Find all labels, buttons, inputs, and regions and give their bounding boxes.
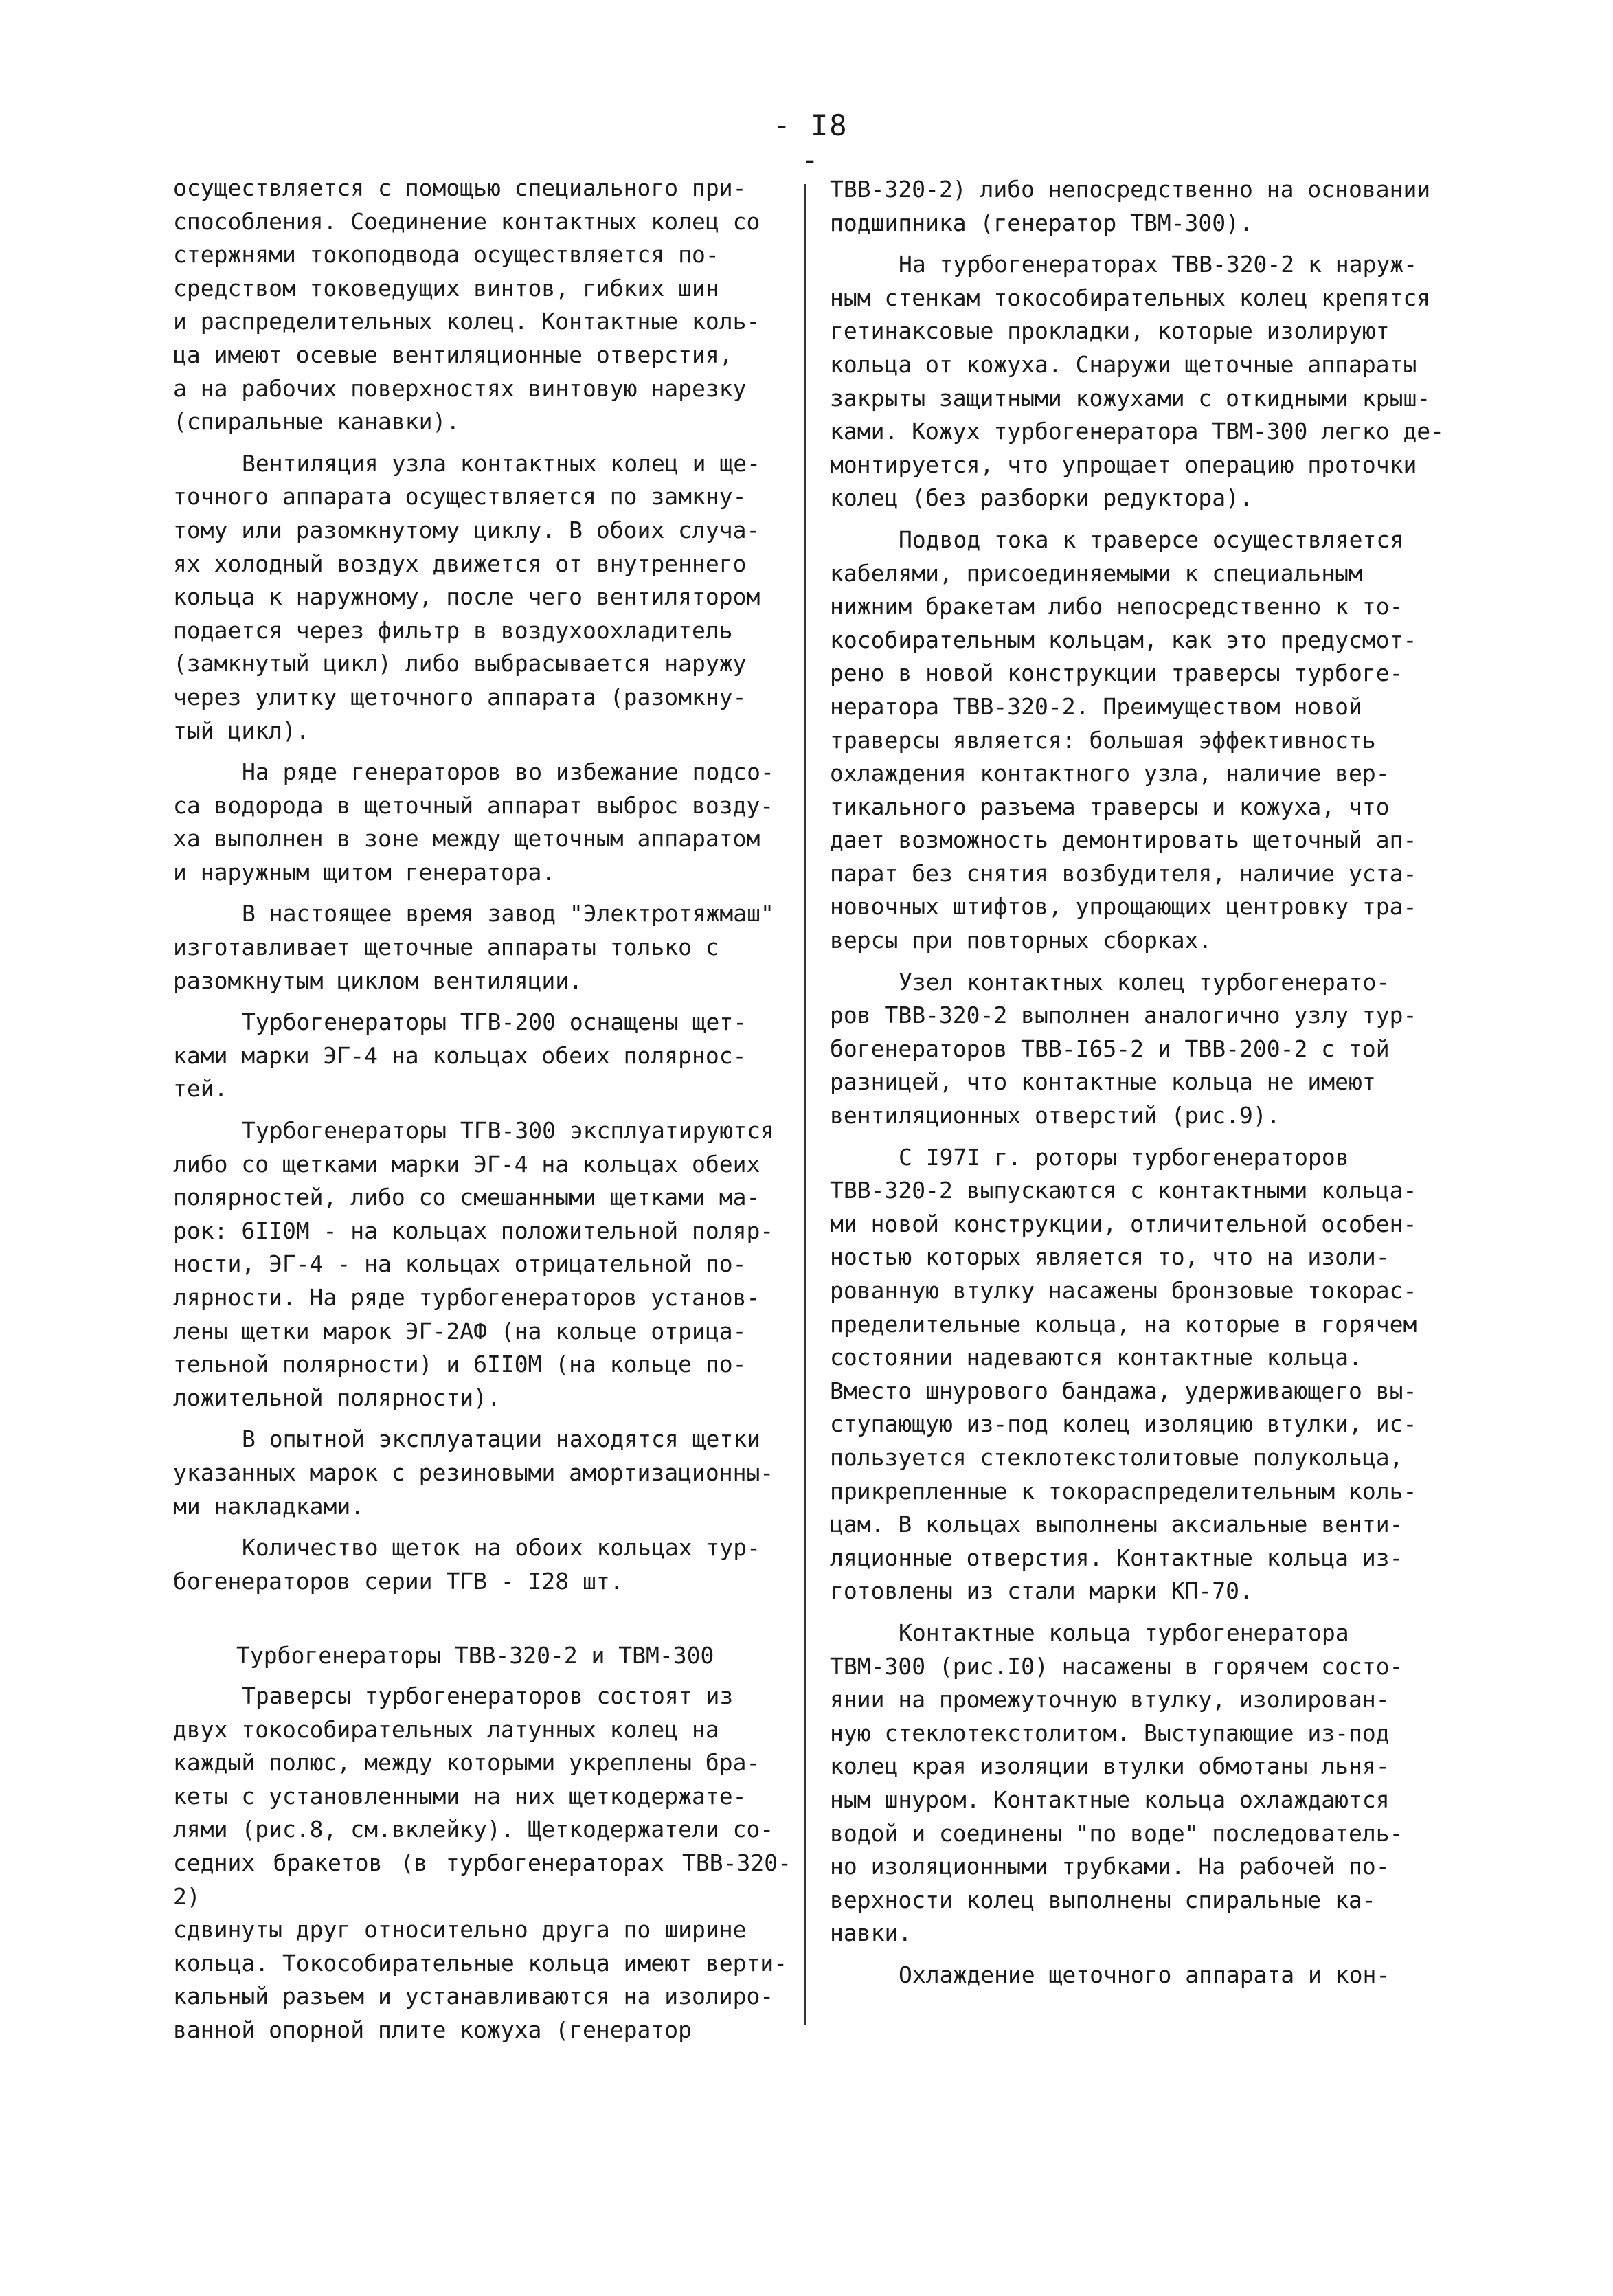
right-paragraph-1: ТВВ-320-2) либо непосредственно на основании подшипника (генератор ТВМ-300). [830, 176, 1431, 236]
page-number: - I8 - [773, 109, 848, 177]
left-paragraph-2: Вентиляция узла контактных колец и ще- точного аппарата осуществляется по замкну- тому или разомкнутому циклу. В обоих случа- ях холодный воздух движется от внутреннего кольца к наружному, после чего вентилятором подается через фильтр в воздухоохладитель (замкнутый цикл) либо выбрасывается наружу через улитку щеточного аппарата (разомкну- тый цикл). [173, 449, 760, 744]
right-paragraph-5: С I97I г. роторы турбогенераторов ТВВ-320-2 выпускаются с контактными кольца- ми новой конструкции, отличительной особен- ностью которых является то, что на изоли- рованную втулку насажены бронзовые токорас- пределительные кольца, на которые в горячем состоянии надеваются контактные кольца. Вместо шнурового бандажа, удерживающего вы- ступающую из-под колец изоляцию втулки, ис- пользуется стеклотекстолитовые полукольца, прикрепленные к токораспределительным коль- цам. В кольцах выполнены аксиальные венти- ляционные отверстия. Контактные кольца из- готовлены из стали марки КП-70. [830, 1143, 1417, 1605]
right-paragraph-2: На турбогенераторах ТВВ-320-2 к наруж- ным стенкам токособирательных колец крепятся гетинаксовые прокладки, которые изолируют кольца от кожуха. Снаружи щеточные аппараты закрыты защитными кожухами с откидными крыш- ками. Кожух турбогенератора ТВМ-300 легко де- монтируется, что упрощает операцию проточки колец (без разборки редуктора). [830, 251, 1445, 512]
column-divider [804, 184, 806, 2025]
left-paragraph-8: Количество щеток на обоих кольцах тур- богенераторов серии ТГВ - I28 шт. [173, 1534, 760, 1595]
section-heading: Турбогенераторы ТВВ-320-2 и ТВМ-300 [236, 1642, 714, 1669]
left-paragraph-4: В настоящее время завод "Электротяжмаш" изготавливает щеточные аппараты только с разомкнутым циклом вентиляции. [173, 900, 774, 994]
right-paragraph-6: Контактные кольца турбогенератора ТВМ-300 (рис.I0) насажены в горячем состо- янии на промежуточную втулку, изолирован- ную стеклотекстолитом. Выступающие из-под колец края изоляции втулки обмотаны льня- ным шнуром. Контактные кольца охлаждаются водой и соединены "по воде" последователь- но изоляционными трубками. На рабочей по- верхности колец выполнены спиральные ка- навки. [830, 1619, 1403, 1947]
right-paragraph-3: Подвод тока к траверсе осуществляется кабелями, присоединяемыми к специальным нижним бракетам либо непосредственно к то- кособирательным кольцам, как это предусмот- рено в новой конструкции траверсы турбоге- нератора ТВВ-320-2. Преимуществом новой траверсы является: большая эффективность охлаждения контактного узла, наличие вер- тикального разъема траверсы и кожуха, что дает возможность демонтировать щеточный ап- парат без снятия возбудителя, наличие уста- новочных штифтов, упрощающих центровку тра- версы при повторных сборках. [830, 526, 1417, 954]
left-paragraph-3: На ряде генераторов во избежание подсо- са водорода в щеточный аппарат выброс возду- ха выполнен в зоне между щеточным аппаратом и наружным щитом генератора. [173, 758, 774, 886]
right-paragraph-7: Охлаждение щеточного аппарата и кон- [899, 1961, 1390, 1988]
left-paragraph-5: Турбогенераторы ТГВ-200 оснащены щет- ками марки ЭГ-4 на кольцах обеих полярнос- тей. [173, 1009, 747, 1103]
left-paragraph-1: осуществляется с помощью специального при- способления. Соединение контактных колец со стержнями токоподвода осуществляется по- средством токоведущих винтов, гибких шин и распределительных колец. Контактные коль- ца имеют осевые вентиляционные отверстия, а на рабочих поверхностях винтовую нарезку (спиральные канавки). [173, 175, 760, 436]
left-column [173, 172, 791, 2047]
right-column [830, 173, 1448, 1992]
left-paragraph-9: Траверсы турбогенераторов состоят из двух токособирательных латунных колец на каждый полюс, между которыми укреплены бра- кеты с установленными на них щеткодержате- лями (рис.8, см.вклейку). Щеткодержатели со- седних бракетов (в турбогенераторах ТВВ-320-2) сдвинуты друг относительно друга по ширине кольца. Токособирательные кольца имеют верти- кальный разъем и устанавливаются на изолиро- ванной опорной плите кожуха (генератор [173, 1682, 791, 2043]
left-paragraph-6: Турбогенераторы ТГВ-300 эксплуатируются либо со щетками марки ЭГ-4 на кольцах обеих полярностей, либо со смешанными щетками ма- рок: 6II0M - на кольцах положительной поляр- ности, ЭГ-4 - на кольцах отрицательной по- лярности. На ряде турбогенераторов установ- лены щетки марок ЭГ-2АФ (на кольце отрица- тельной полярности) и 6II0M (на кольце по- ложительной полярности). [173, 1117, 774, 1411]
left-paragraph-7: В опытной эксплуатации находятся щетки указанных марок с резиновыми амортизационны- ми накладками. [173, 1426, 774, 1520]
right-paragraph-4: Узел контактных колец турбогенерато- ров ТВВ-320-2 выполнен аналогично узлу тур- богенераторов ТВВ-I65-2 и ТВВ-200-2 с той разницей, что контактные кольца не имеют вентиляционных отверстий (рис.9). [830, 968, 1417, 1129]
